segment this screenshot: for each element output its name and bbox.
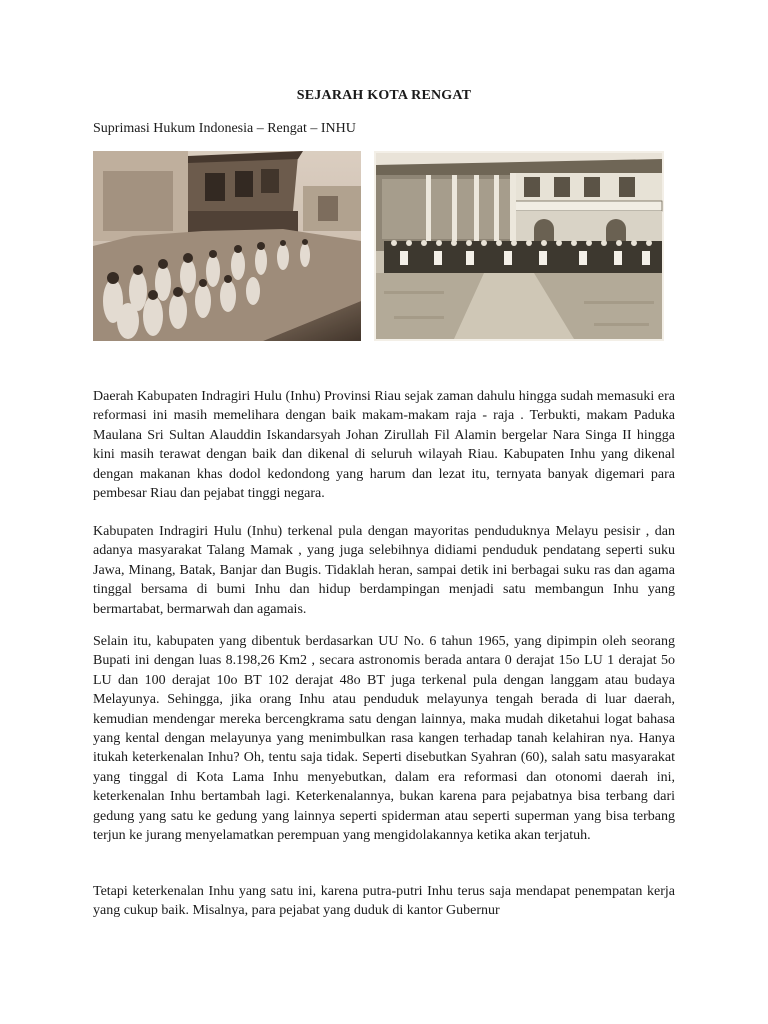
body-paragraph-1: Daerah Kabupaten Indragiri Hulu (Inhu) Provinsi Riau sejak zaman dahulu hingga sudah memasuki era reformasi ini masih memelihara dengan baik makam-makam raja - raja . Terbukti, makam Paduka Maulana Sri Sultan Alauddin Iskandarsyah Johan Zirullah Fil Alamin bergelar Nara Singa II hingga kini masih terawat dengan baik dan dikenal di seluruh wilayah Riau. Kabupaten Inhu yang dikenal dengan makanan khas dodol kedondong yang harum dan lezat itu, ternyata banyak digemari para pembesar Riau dan pejabat tinggi negara.: [93, 389, 675, 502]
group-photo-image: [374, 151, 664, 341]
crowd-procession-image: [93, 151, 361, 341]
body-paragraph-4: Tetapi keterkenalan Inhu yang satu ini, karena putra-putri Inhu terus saja mendapat penempatan kerja yang cukup baik. Misalnya, para pejabat yang duduk di kantor Gubernur: [93, 884, 675, 919]
group-photo-colonial-building: [374, 151, 664, 341]
body-paragraph-3: Selain itu, kabupaten yang dibentuk berdasarkan UU No. 6 tahun 1965, yang dipimpin oleh seorang Bupati ini dengan luas 8.198,26 Km2 , secara astronomis berada antara 0 derajat 15o LU 1 derajat 5o LU dan 100 derajat 10o BT 102 derajat 48o BT juga terkenal pula dengan langgam atau budaya Melayunya. Sehingga, jika orang Inhu atau penduduk melayunya tengah berada di luar daerah, kemudian mendengar mereka bercengkrama satu dengan lainnya, maka mudah diketahui logat bahasa yang kental dengan melayunya yang menimbulkan rasa kangen terhadap tanah kelahiran nya. Hanya itukah keterkenalan Inhu? Oh, tentu saja tidak. Seperti disebutkan Syahran (60), salah satu masyarakat yang tinggal di Kota Lama Inhu menyebutkan, dalam era reformasi dan otonomi daerah ini, keterkenalan Inhu bertambah lagi. Keterkenalannya, bukan karena para pejabatnya bisa terbang dari gedung yang satu ke gedung yang lainnya seperti spiderman atau seperti superman yang bisa terbang terjun ke jurang menyelamatkan perempuan yang mengidolakannya ketika akan terjatuh.: [93, 634, 675, 844]
document-title: SEJARAH KOTA RENGAT: [296, 88, 472, 103]
document-subtitle: Suprimasi Hukum Indonesia – Rengat – INHU: [93, 121, 356, 136]
crowd-procession-photo: [93, 151, 361, 341]
body-paragraph-2: Kabupaten Indragiri Hulu (Inhu) terkenal pula dengan mayoritas penduduknya Melayu pesisir , dan adanya masyarakat Talang Mamak , yang juga selebihnya didiami penduduk pendatang seperti suku Jawa, Minang, Batak, Banjar dan Bugis. Tidaklah heran, sampai detik ini berbagai suku ras dan agama tinggal bersama di bumi Inhu dan hidup berdampingan menjadi satu membangun Inhu yang bermartabat, bermarwah dan agamais.: [93, 524, 675, 617]
